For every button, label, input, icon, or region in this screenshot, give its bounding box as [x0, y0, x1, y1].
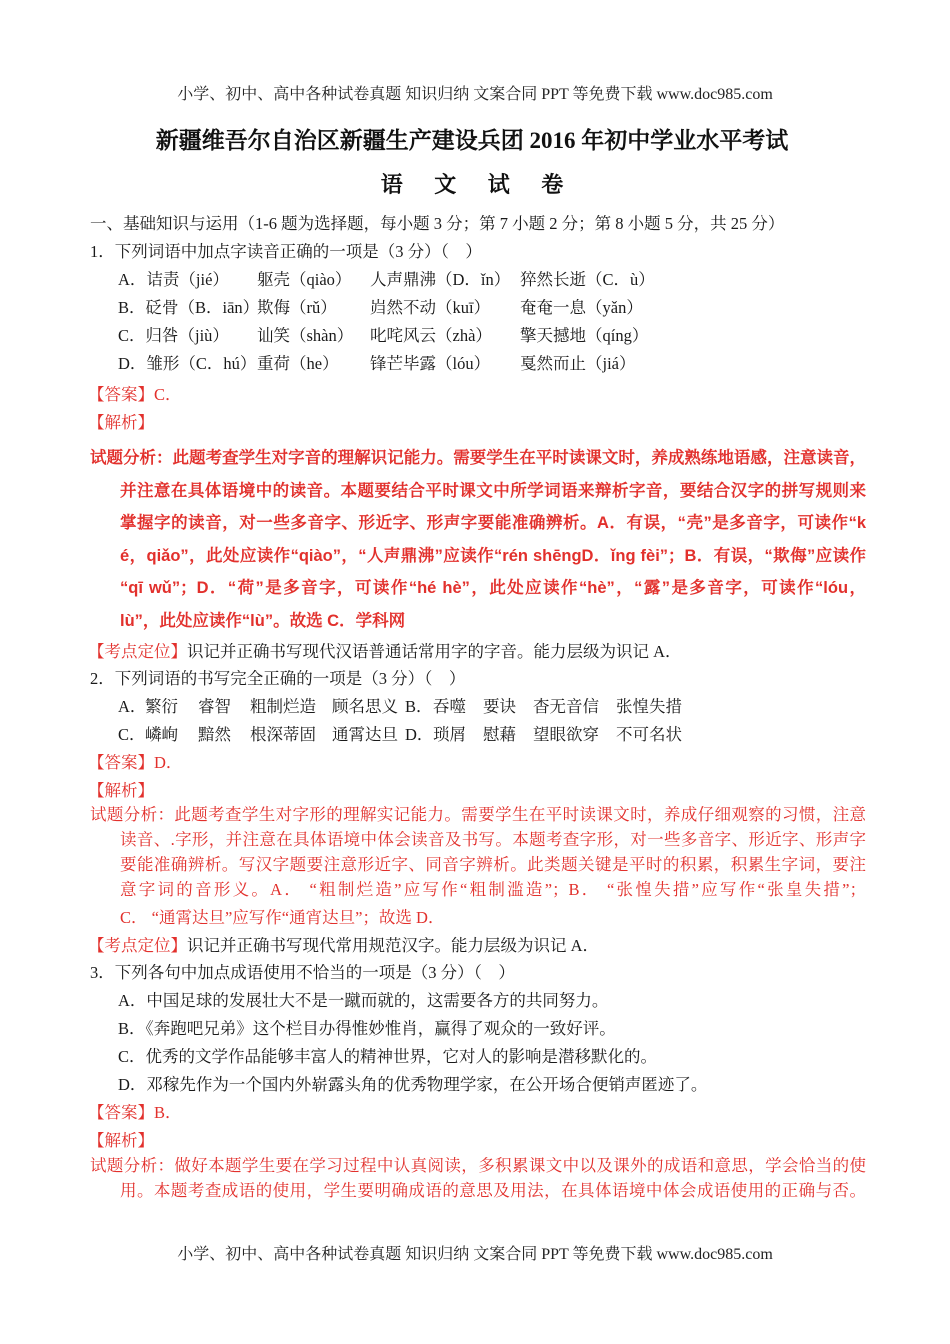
analysis-line: 读音、.字形，并注意在具体语境中体会读音及书写。本题考查字形，对一些多音字、形近字、形声字: [120, 830, 866, 849]
answer-line: 【答案】D．: [88, 753, 183, 772]
option-item: 躯壳（qiào）: [257, 270, 352, 289]
question-stem: 1．下列词语中加点字读音正确的一项是（3 分）（ ）: [90, 242, 482, 261]
analysis-line: 意字词的音形义。A． “粗制烂造”应写作“粗制滥造”；B． “张惶失措”应写作“张皇失措”；: [120, 880, 866, 899]
option-row-b: [118, 294, 950, 322]
option-word: 要诀: [483, 697, 516, 716]
analysis-block: [0, 442, 950, 637]
answer-line: 【答案】C．: [88, 385, 182, 404]
page-header-banner: 小学、初中、高中各种试卷真题 知识归纳 文案合同 PPT 等免费下载 www.doc985.com: [177, 86, 773, 103]
option-row-c: [118, 322, 950, 350]
option-word: 望眼欲穿: [533, 725, 599, 744]
option-b: B．《奔跑吧兄弟》这个栏目办得惟妙惟肖，赢得了观众的一致好评。: [118, 1019, 616, 1038]
option-item: 讪笑（shàn）: [257, 326, 354, 345]
option-label: B．: [405, 697, 433, 716]
analysis-line: “qī wǔ”；D．“荷”是多音字，可读作“hé hè”，此处应读作“hè”，“露”是多音字，可读作“lóu，: [120, 579, 866, 597]
option-label: A．: [118, 697, 147, 716]
option-d: D．邓稼先作为一个国内外崭露头角的优秀物理学家，在公开场合便销声匿迹了。: [118, 1075, 708, 1094]
analysis-label: 【解析】: [88, 781, 154, 800]
option-item: D．雏形（C．hú）: [118, 354, 257, 373]
question-2: [0, 665, 950, 960]
option-a: A．中国足球的发展壮大不是一蹴而就的，这需要各方的共同努力。: [118, 991, 609, 1010]
exam-title: 新疆维吾尔自治区新疆生产建设兵团 2016 年初中学业水平考试: [155, 128, 789, 153]
option-item: B．砭骨（B．iān）: [118, 298, 260, 317]
question-3: [0, 959, 950, 1203]
option-word: 张惶失措: [616, 697, 682, 716]
option-label: D．: [405, 725, 434, 744]
option-item: 锋芒毕露（lóu）: [370, 354, 491, 373]
option-item: 擎天撼地（qíng）: [520, 326, 649, 345]
test-point-text: 识记并正确书写现代汉语普通话常用字的字音。能力层级为识记 A．: [187, 642, 682, 661]
question-stem: 3．下列各句中加点成语使用不恰当的一项是（3 分）（ ）: [90, 963, 515, 982]
option-item: 戛然而止（jiá）: [520, 354, 636, 373]
test-point-label: 【考点定位】: [88, 936, 187, 955]
analysis-line: 试题分析：此题考查学生对字形的理解实记能力。需要学生在平时读课文时，养成仔细观察的习惯，注意: [90, 805, 866, 824]
analysis-label: 【解析】: [88, 413, 154, 432]
analysis-line: 掌握字的读音，对一些多音字、形近字、形声字要能准确辨析。A．有误，“壳”是多音字，可读作“k: [120, 514, 866, 532]
option-word: 琐屑: [433, 725, 466, 744]
option-word: 黯然: [198, 725, 231, 744]
option-row-cd: [118, 721, 950, 749]
test-point-label: 【考点定位】: [88, 642, 187, 661]
analysis-line: é，qiǎo”，此处应读作“qiào”，“人声鼎沸”应读作“rén shēngD．ǐng fèi”；B．有误，“欺侮”应读作: [120, 546, 866, 565]
analysis-line: lù”，此处应读作“lù”。故选 C．学科网: [120, 611, 406, 630]
test-point-line: [0, 638, 950, 666]
option-row-a: [118, 266, 950, 294]
option-word: 繁衍: [145, 697, 178, 716]
option-item: 重荷（he）: [257, 354, 339, 373]
option-word: 睿智: [198, 697, 231, 716]
option-item: C．归咎（jiù）: [118, 326, 229, 345]
option-word: 通霄达旦: [332, 725, 398, 744]
option-row-d: [118, 350, 950, 378]
option-word: 根深蒂固: [250, 725, 316, 744]
test-point-text: 识记并正确书写现代常用规范汉字。能力层级为识记 A．: [187, 936, 600, 955]
option-item: 欺侮（rǔ）: [257, 298, 337, 317]
option-label: C．: [118, 725, 146, 744]
section-heading: 一、基础知识与运用（1-6 题为选择题，每小题 3 分；第 7 小题 2 分；第 8 小题 5 分，共 25 分）: [90, 214, 785, 233]
analysis-line: 并注意在具体语境中的读音。本题要结合平时课文中所学词语来辩析字音，要结合汉字的拼写规则来: [120, 481, 866, 500]
exam-subject-title: 语 文 试 卷: [380, 172, 564, 197]
analysis-line: 用。本题考查成语的使用，学生要明确成语的意思及用法，在具体语境中体会成语使用的正确与否。: [120, 1181, 866, 1200]
option-row-ab: [118, 693, 950, 721]
option-item: 奄奄一息（yǎn）: [520, 298, 643, 317]
option-item: 人声鼎沸（D．ǐn）: [370, 270, 511, 289]
analysis-line: 试题分析：做好本题学生要在学习过程中认真阅读，多积累课文中以及课外的成语和意思，学会恰当的使: [90, 1156, 866, 1175]
question-stem: 2．下列词语的书写完全正确的一项是（3 分）（ ）: [90, 669, 466, 688]
question-1: [0, 238, 950, 666]
option-word: 顾名思义: [332, 697, 398, 716]
test-point-line: [0, 932, 950, 960]
option-item: 岿然不动（kuī）: [370, 298, 491, 317]
analysis-line: 要能准确辨析。写汉字题要注意形近字、同音字辨析。此类题关键是平时的积累，积累生字词，要注: [120, 855, 866, 874]
analysis-line: C． “通霄达旦”应写作“通宵达旦”；故选 D．: [120, 908, 445, 927]
analysis-line: 试题分析：此题考查学生对字音的理解识记能力。需要学生在平时读课文时，养成熟练地语感，注意读音，: [90, 449, 866, 467]
option-item: 叱咤风云（zhà）: [370, 326, 492, 345]
option-word: 杳无音信: [533, 697, 599, 716]
option-word: 粗制烂造: [250, 697, 316, 716]
option-item: A．诘责（jié）: [118, 270, 229, 289]
option-item: 猝然长逝（C．ù）: [520, 270, 655, 289]
analysis-block: [0, 802, 950, 930]
option-word: 不可名状: [616, 725, 682, 744]
analysis-label: 【解析】: [88, 1131, 154, 1150]
analysis-block: [0, 1153, 950, 1203]
exam-content: [0, 210, 950, 1203]
option-word: 慰藉: [483, 725, 516, 744]
option-c: C．优秀的文学作品能够丰富人的精神世界，它对人的影响是潜移默化的。: [118, 1047, 658, 1066]
page-footer-banner: 小学、初中、高中各种试卷真题 知识归纳 文案合同 PPT 等免费下载 www.doc985.com: [177, 1246, 773, 1263]
option-word: 嶙峋: [145, 725, 178, 744]
option-word: 吞噬: [433, 697, 466, 716]
answer-line: 【答案】B．: [88, 1103, 182, 1122]
